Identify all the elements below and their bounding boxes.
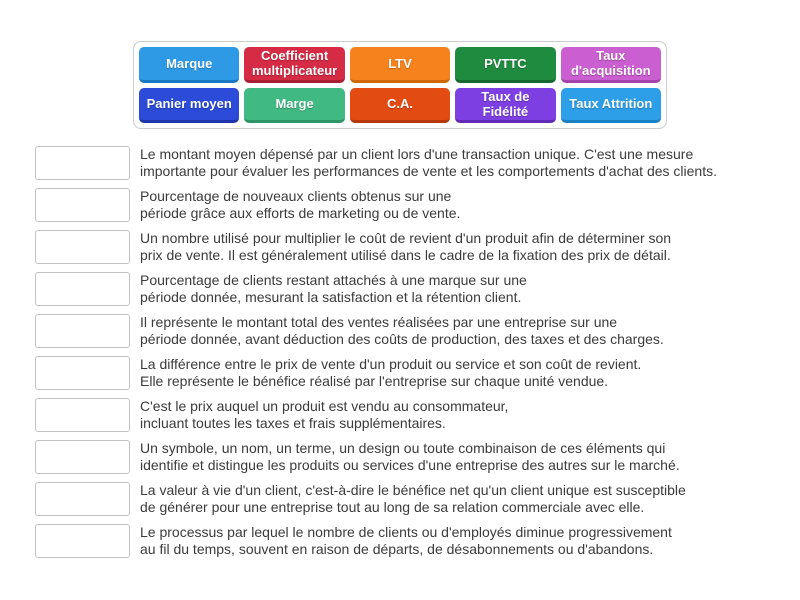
answer-drop-slot[interactable]	[35, 314, 130, 348]
definitions-list	[35, 146, 775, 566]
tile-taux-de-fidelite[interactable]: Taux de Fidélité	[455, 88, 555, 124]
definition-line: prix de vente. Il est généralement utilisé dans le cadre de la fixation des prix de détail.	[140, 247, 671, 263]
definition-line: période donnée, avant déduction des coûts de production, des taxes et des charges.	[140, 331, 664, 347]
definition-row	[35, 440, 775, 474]
definition-text	[140, 524, 672, 558]
definition-text	[140, 356, 641, 390]
definition-line: identifie et distingue les produits ou services d'une entreprise des autres sur le marché.	[140, 457, 680, 473]
definition-text	[140, 272, 527, 306]
definition-row	[35, 272, 775, 306]
definition-row	[35, 314, 775, 348]
answer-drop-slot[interactable]	[35, 482, 130, 516]
definition-line: au fil du temps, souvent en raison de départs, de désabonnements ou d'abandons.	[140, 541, 654, 557]
tile-pvttc[interactable]: PVTTC	[455, 47, 555, 83]
definition-line: de générer pour une entreprise tout au long de sa relation commerciale avec elle.	[140, 499, 645, 515]
definition-row	[35, 230, 775, 264]
definition-row	[35, 524, 775, 558]
answer-drop-slot[interactable]	[35, 440, 130, 474]
definition-text	[140, 230, 671, 264]
answer-drop-slot[interactable]	[35, 398, 130, 432]
definition-text	[140, 440, 680, 474]
definition-row	[35, 482, 775, 516]
definition-line: Pourcentage de clients restant attachés à une marque sur une	[140, 272, 527, 288]
tile-panier-moyen[interactable]: Panier moyen	[139, 88, 239, 124]
answer-drop-slot[interactable]	[35, 146, 130, 180]
definition-line: Un symbole, un nom, un terme, un design ou toute combinaison de ces éléments qui	[140, 440, 666, 456]
definition-line: importante pour évaluer les performances de vente et les comportements d'achat des clients.	[140, 163, 717, 179]
definition-line: période grâce aux efforts de marketing ou de vente.	[140, 205, 461, 221]
answer-drop-slot[interactable]	[35, 230, 130, 264]
tile-taux-attrition[interactable]: Taux Attrition	[561, 88, 661, 124]
answer-drop-slot[interactable]	[35, 188, 130, 222]
tile-coefficient-multiplicateur[interactable]: Coefficient multiplicateur	[244, 47, 344, 83]
definition-line: incluant toutes les taxes et frais supplémentaires.	[140, 415, 446, 431]
definition-line: période donnée, mesurant la satisfaction et la rétention client.	[140, 289, 522, 305]
definition-line: Elle représente le bénéfice réalisé par l'entreprise sur chaque unité vendue.	[140, 373, 609, 389]
definition-row	[35, 356, 775, 390]
definition-row	[35, 188, 775, 222]
definition-line: La différence entre le prix de vente d'un produit ou service et son coût de revient.	[140, 356, 642, 372]
definition-text	[140, 482, 686, 516]
definition-text	[140, 146, 717, 180]
definition-text	[140, 398, 508, 432]
answer-drop-slot[interactable]	[35, 356, 130, 390]
term-tile-panel	[133, 41, 667, 129]
tile-ca[interactable]: C.A.	[350, 88, 450, 124]
answer-drop-slot[interactable]	[35, 524, 130, 558]
definition-line: Le processus par lequel le nombre de clients ou d'employés diminue progressivement	[140, 524, 672, 540]
definition-line: Un nombre utilisé pour multiplier le coût de revient d'un produit afin de déterminer son	[140, 230, 672, 246]
tile-taux-dacquisition[interactable]: Taux d'acquisition	[561, 47, 661, 83]
definition-text	[140, 188, 460, 222]
definition-line: Pourcentage de nouveaux clients obtenus sur une	[140, 188, 452, 204]
definition-line: La valeur à vie d'un client, c'est-à-dire le bénéfice net qu'un client unique est susceptible	[140, 482, 686, 498]
tile-ltv[interactable]: LTV	[350, 47, 450, 83]
definition-row	[35, 398, 775, 432]
definition-line: Le montant moyen dépensé par un client lors d'une transaction unique. C'est une mesure	[140, 146, 694, 162]
tile-marque[interactable]: Marque	[139, 47, 239, 83]
definition-row	[35, 146, 775, 180]
tile-marge[interactable]: Marge	[244, 88, 344, 124]
definition-line: Il représente le montant total des ventes réalisées par une entreprise sur une	[140, 314, 618, 330]
definition-line: C'est le prix auquel un produit est vendu au consommateur,	[140, 398, 509, 414]
definition-text	[140, 314, 664, 348]
answer-drop-slot[interactable]	[35, 272, 130, 306]
